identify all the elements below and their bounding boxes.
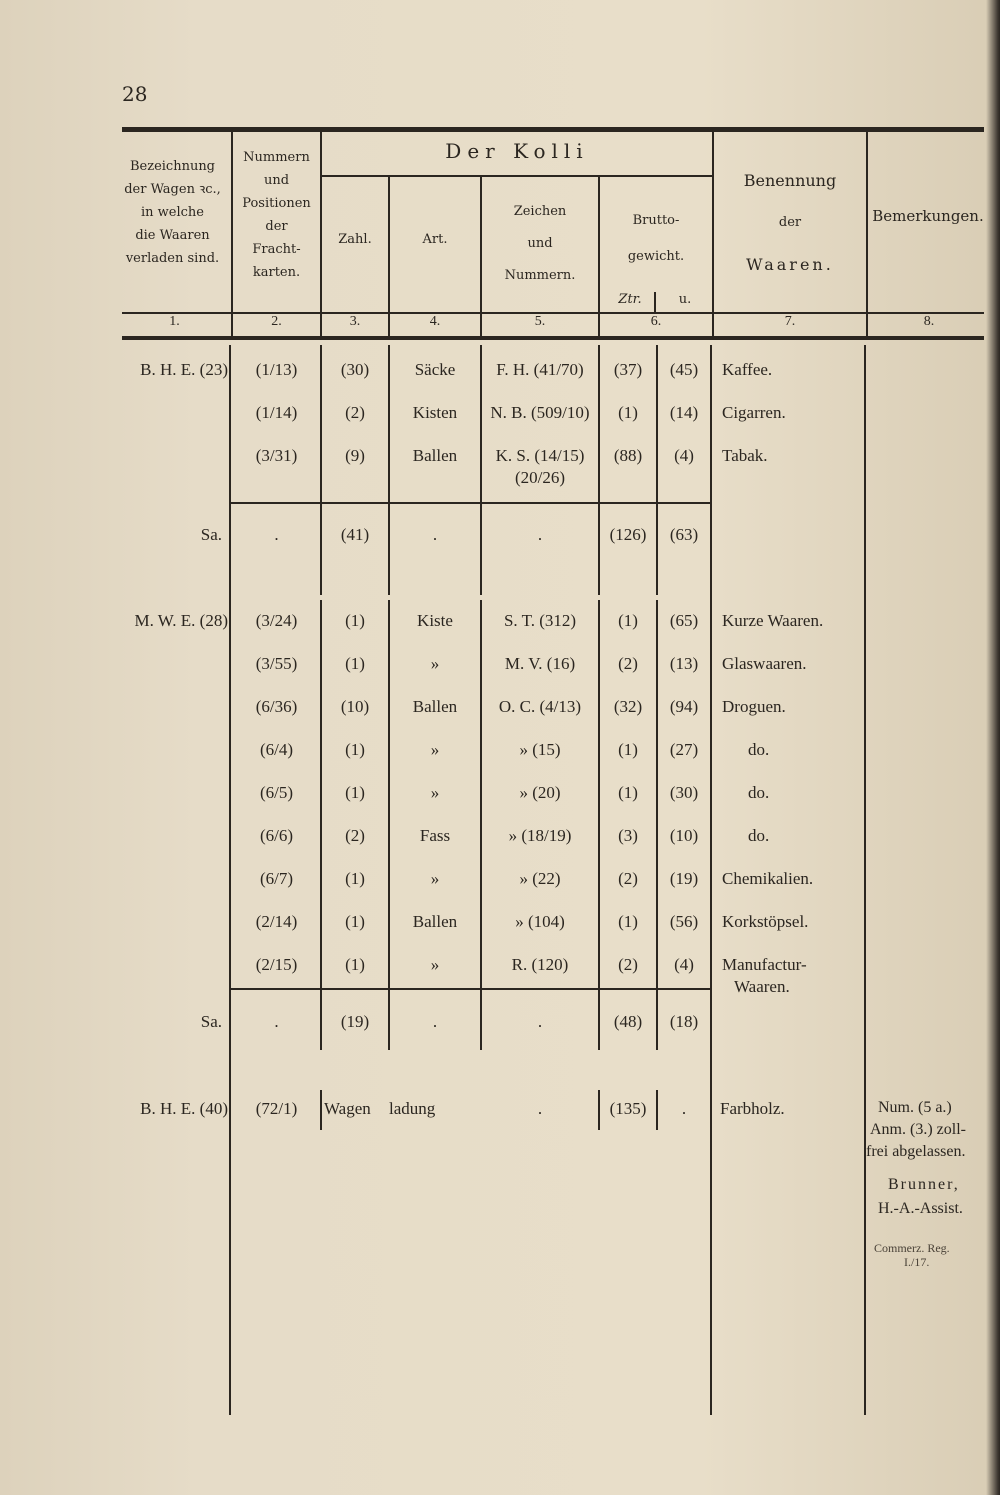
zahl-cell: (1) <box>345 611 365 630</box>
header-divider <box>654 292 656 312</box>
zahl-cell: Wagen <box>324 1099 371 1118</box>
sum-zeichen: . <box>537 525 543 544</box>
colnum: 2. <box>271 314 282 329</box>
sum-label: Sa. <box>200 525 222 544</box>
colnum-divider <box>480 314 482 336</box>
pos-cell: (2/14) <box>255 912 298 931</box>
zeichen-cell: S. T. (312) <box>503 611 577 630</box>
body-divider <box>598 345 600 595</box>
sum-u: (18) <box>669 1012 699 1031</box>
header-col4: Art. <box>422 232 448 247</box>
pos-cell: (1/13) <box>255 360 298 379</box>
waare-cell: Manufactur- <box>722 955 807 974</box>
ztr-cell: (1) <box>618 912 638 931</box>
art-cell: Ballen <box>412 446 458 465</box>
header-col1: Bezeichnung der Wagen ꝛc., in welche die Waaren verladen sind. <box>124 159 221 266</box>
header-col2: Nummern und Positionen der Fracht- karten. <box>242 150 311 280</box>
ztr-cell: (1) <box>618 740 638 759</box>
colnum-divider <box>598 314 600 336</box>
sum-art: . <box>432 1012 438 1031</box>
signature-title: H.-A.-Assist. <box>878 1200 963 1217</box>
pos-cell: (6/4) <box>259 740 294 759</box>
zeichen-cell-line2: (20/26) <box>514 468 566 487</box>
art-cell: » <box>430 955 440 974</box>
waare-cell: Droguen. <box>722 697 786 716</box>
sum-label: Sa. <box>200 1012 222 1031</box>
waare-cell: Glaswaaren. <box>722 654 807 673</box>
art-cell: Ballen <box>412 912 458 931</box>
ztr-cell: (1) <box>618 403 638 422</box>
colnum-divider <box>231 314 233 336</box>
zahl-cell: (30) <box>340 360 370 379</box>
waare-cell: Korkstöpsel. <box>722 912 809 931</box>
sum-zahl: (19) <box>340 1012 370 1031</box>
header-col6-unit-u: u. <box>678 292 692 307</box>
body-divider <box>710 345 712 1415</box>
ztr-cell: (1) <box>618 611 638 630</box>
pos-cell: (3/55) <box>255 654 298 673</box>
art-cell: ladung <box>389 1099 436 1118</box>
zahl-cell: (1) <box>345 912 365 931</box>
art-cell: » <box>430 740 440 759</box>
colnum: 4. <box>429 314 441 329</box>
colnum: 8. <box>923 314 935 329</box>
zeichen-cell: » (104) <box>515 912 565 931</box>
colli-subrule <box>320 175 712 177</box>
zeichen-cell: » (20) <box>519 783 561 802</box>
pos-cell: (3/24) <box>255 611 298 630</box>
colnum-divider <box>866 314 868 336</box>
art-cell: Fass <box>419 826 451 845</box>
ztr-cell: (88) <box>613 446 643 465</box>
zeichen-cell: » (15) <box>519 740 561 759</box>
body-divider <box>320 345 322 595</box>
u-cell: (13) <box>669 654 699 673</box>
remark-line: frei abgelassen. <box>866 1143 966 1160</box>
u-cell: (27) <box>669 740 699 759</box>
u-cell: . <box>681 1099 687 1118</box>
signature-name: Brunner, <box>888 1176 960 1193</box>
pos-cell: (6/5) <box>259 783 294 802</box>
zahl-cell: (1) <box>345 783 365 802</box>
zeichen-cell: N. B. (509/10) <box>490 403 590 422</box>
zahl-cell: (2) <box>345 403 365 422</box>
wagon-label: B. H. E. (40) <box>140 1099 228 1118</box>
waare-cell: Tabak. <box>722 446 768 465</box>
header-col6-unit-ztr: Ztr. <box>618 292 642 307</box>
sum-ztr: (48) <box>613 1012 643 1031</box>
zahl-cell: (1) <box>345 955 365 974</box>
colnum: 7. <box>784 314 796 329</box>
header-col5: Zeichen und Nummern. <box>504 204 576 283</box>
stamp-line: Commerz. Reg. <box>874 1241 950 1255</box>
sum-zahl: (41) <box>340 525 370 544</box>
colnum-divider <box>712 314 714 336</box>
ztr-cell: (2) <box>618 869 638 888</box>
waare-cell: Farbholz. <box>720 1099 785 1118</box>
art-cell: » <box>430 654 440 673</box>
pos-cell: (72/1) <box>255 1099 298 1118</box>
waare-cell: do. <box>748 740 770 759</box>
body-divider <box>656 345 658 595</box>
header-col7: Benennung der Waaren. <box>743 171 837 274</box>
zeichen-cell: K. S. (14/15) <box>495 446 585 465</box>
waare-cell: Cigarren. <box>722 403 786 422</box>
ztr-cell: (2) <box>618 654 638 673</box>
sum-ztr: (126) <box>609 525 647 544</box>
u-cell: (56) <box>669 912 699 931</box>
ztr-cell: (135) <box>609 1099 647 1118</box>
zeichen-cell: » (18/19) <box>508 826 572 845</box>
ztr-cell: (2) <box>618 955 638 974</box>
header-col8: Bemerkungen. <box>872 207 984 225</box>
ztr-cell: (37) <box>613 360 643 379</box>
sum-pos: . <box>274 1012 279 1031</box>
ztr-cell: (1) <box>618 783 638 802</box>
zahl-cell: (1) <box>345 740 365 759</box>
u-cell: (45) <box>669 360 699 379</box>
colnum: 6. <box>650 314 662 329</box>
stamp-line: I./17. <box>904 1255 930 1269</box>
zeichen-cell: » (22) <box>519 869 561 888</box>
zeichen-cell: M. V. (16) <box>504 654 576 673</box>
page-number: 28 <box>122 82 148 106</box>
page-edge-shadow <box>986 0 1000 1495</box>
art-cell: Säcke <box>414 360 456 379</box>
wagon-label: B. H. E. (23) <box>140 360 228 379</box>
pos-cell: (6/7) <box>259 869 294 888</box>
u-cell: (65) <box>669 611 699 630</box>
u-cell: (14) <box>669 403 699 422</box>
sum-art: . <box>432 525 438 544</box>
art-cell: Kisten <box>412 403 458 422</box>
colnum-bottom-rule <box>122 336 984 340</box>
u-cell: (30) <box>669 783 699 802</box>
sum-pos: . <box>274 525 279 544</box>
pos-cell: (2/15) <box>255 955 298 974</box>
waare-cell: Kaffee. <box>722 360 773 379</box>
colnum: 1. <box>169 314 180 329</box>
waare-cell: Kurze Waaren. <box>722 611 824 630</box>
zeichen-cell: O. C. (4/13) <box>498 697 582 716</box>
zahl-cell: (10) <box>340 697 370 716</box>
zahl-cell: (2) <box>345 826 365 845</box>
zeichen-cell: R. (120) <box>511 955 569 974</box>
remark-line: Num. (5 a.) <box>878 1099 952 1116</box>
zeichen-cell: . <box>537 1099 543 1118</box>
ztr-cell: (3) <box>618 826 638 845</box>
colnum-divider <box>320 314 322 336</box>
header-col6: Brutto- gewicht. <box>627 213 685 264</box>
body-divider <box>320 1090 322 1130</box>
colnum-divider <box>388 314 390 336</box>
waare-cell: Chemikalien. <box>722 869 814 888</box>
pos-cell: (6/6) <box>259 826 294 845</box>
header-col3: Zahl. <box>338 232 372 247</box>
body-divider <box>229 345 231 1415</box>
colnum: 3. <box>349 314 361 329</box>
u-cell: (10) <box>669 826 699 845</box>
zeichen-cell: F. H. (41/70) <box>496 360 584 379</box>
remark-line: Anm. (3.) zoll- <box>870 1121 966 1138</box>
group2-sum-rule <box>229 988 710 990</box>
waare-cell-line2: Waaren. <box>734 977 790 996</box>
top-rule <box>122 127 984 132</box>
waare-cell: do. <box>748 826 770 845</box>
sum-zeichen: . <box>537 1012 543 1031</box>
u-cell: (19) <box>669 869 699 888</box>
zahl-cell: (9) <box>345 446 365 465</box>
u-cell: (94) <box>669 697 699 716</box>
art-cell: » <box>430 869 440 888</box>
zahl-cell: (1) <box>345 869 365 888</box>
ztr-cell: (32) <box>613 697 643 716</box>
art-cell: Kiste <box>417 611 453 630</box>
group1-sum-rule <box>229 502 710 504</box>
wagon-label: M. W. E. (28) <box>134 611 228 630</box>
pos-cell: (3/31) <box>255 446 298 465</box>
waare-cell: do. <box>748 783 770 802</box>
pos-cell: (6/36) <box>255 697 298 716</box>
u-cell: (4) <box>674 955 694 974</box>
body-divider <box>388 345 390 595</box>
body-divider <box>864 345 866 1415</box>
colnum: 5. <box>534 314 546 329</box>
art-cell: Ballen <box>412 697 458 716</box>
u-cell: (4) <box>674 446 694 465</box>
art-cell: » <box>430 783 440 802</box>
header-colli-title: Der Kolli <box>445 139 589 163</box>
sum-u: (63) <box>669 525 699 544</box>
pos-cell: (1/14) <box>255 403 298 422</box>
zahl-cell: (1) <box>345 654 365 673</box>
